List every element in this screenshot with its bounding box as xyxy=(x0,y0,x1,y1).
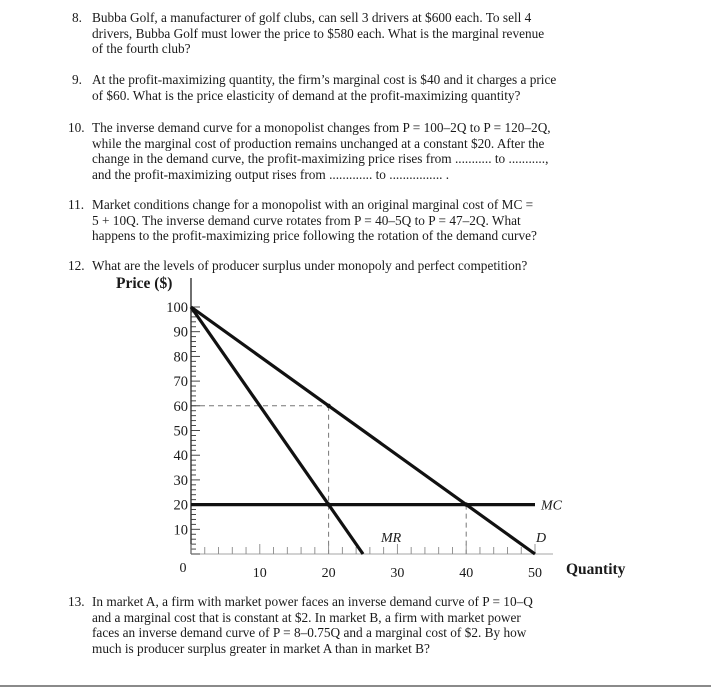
series-line-d xyxy=(191,307,535,554)
question-line: and a marginal cost that is constant at $2. In market B, a firm with market power xyxy=(92,609,521,625)
series-label-mc: MC xyxy=(541,498,562,514)
x-tick-label: 50 xyxy=(528,566,542,581)
y-tick-label: 30 xyxy=(173,472,188,489)
question-line: The inverse demand curve for a monopolist changes from P = 100–2Q to P = 120–2Q, xyxy=(92,120,551,135)
question-line: of the fourth club? xyxy=(92,41,191,57)
intersection-dot xyxy=(326,502,330,506)
question-number: 13. xyxy=(68,594,85,609)
question-number: 8. xyxy=(72,10,82,25)
origin-label: 0 xyxy=(179,561,187,576)
question-line: and the profit-maximizing output rises from ............. to ................ . xyxy=(92,166,450,182)
y-tick-label: 100 xyxy=(166,300,188,316)
question-number: 10. xyxy=(68,120,85,135)
series-label-d: D xyxy=(536,531,547,546)
question-number: 12. xyxy=(68,258,85,273)
series-line-mr xyxy=(191,307,363,554)
series-label-mr: MR xyxy=(381,531,402,546)
question-number: 11. xyxy=(68,197,85,212)
question-line: Bubba Golf, a manufacturer of golf clubs, can sell 3 drivers at $600 each. To sell 4 xyxy=(92,10,532,25)
chart-lines xyxy=(191,307,535,554)
chart-guides xyxy=(191,406,466,554)
question-line: drivers, Bubba Golf must lower the price to $580 each. What is the marginal revenue xyxy=(92,25,545,41)
chart-text xyxy=(116,275,626,581)
question-line: of $60. What is the price elasticity of demand at the profit-maximizing quantity? xyxy=(92,87,521,103)
question-line: faces an inverse demand curve of P = 8–0.75Q and a marginal cost of $2. By how xyxy=(92,625,527,641)
question-line: change in the demand curve, the profit-maximizing price rises from ........... to ..........., xyxy=(92,151,549,167)
question-line: much is producer surplus greater in market A than in market B? xyxy=(92,640,430,656)
x-tick-label: 20 xyxy=(321,566,336,581)
question-line: In market A, a firm with market power faces an inverse demand curve of P = 10–Q xyxy=(92,594,533,609)
intersection-dot xyxy=(326,404,330,408)
question-line: What are the levels of producer surplus under monopoly and perfect competition? xyxy=(92,258,528,273)
question-number: 9. xyxy=(72,72,82,87)
question-line: happens to the profit-maximizing price following the rotation of the demand curve? xyxy=(92,228,537,244)
y-tick-label: 80 xyxy=(173,349,188,366)
y-tick-label: 40 xyxy=(173,448,188,465)
y-axis-title: Price ($) xyxy=(116,275,173,292)
x-axis-title: Quantity xyxy=(566,561,626,578)
question-line: At the profit-maximizing quantity, the firm’s marginal cost is $40 and it charges a price xyxy=(92,72,557,87)
y-tick-label: 60 xyxy=(173,398,188,415)
y-tick-label: 50 xyxy=(173,423,188,440)
y-tick-label: 90 xyxy=(173,324,188,341)
y-tick-label: 70 xyxy=(173,374,188,391)
x-tick-label: 10 xyxy=(252,566,267,581)
question-line: 5 + 10Q. The inverse demand curve rotates from P = 40–5Q to P = 47–2Q. What xyxy=(92,212,521,228)
y-tick-label: 10 xyxy=(173,522,188,539)
y-tick-label: 20 xyxy=(173,497,188,514)
x-tick-label: 30 xyxy=(390,566,405,581)
x-tick-label: 40 xyxy=(459,566,474,581)
chart-axes xyxy=(191,278,553,554)
page-bottom-rule xyxy=(0,685,711,687)
intersection-dot xyxy=(464,502,468,506)
question-line: Market conditions change for a monopolist with an original marginal cost of MC = xyxy=(92,197,534,212)
question-line: while the marginal cost of production remains unchanged at a constant $20. After the xyxy=(92,135,545,151)
